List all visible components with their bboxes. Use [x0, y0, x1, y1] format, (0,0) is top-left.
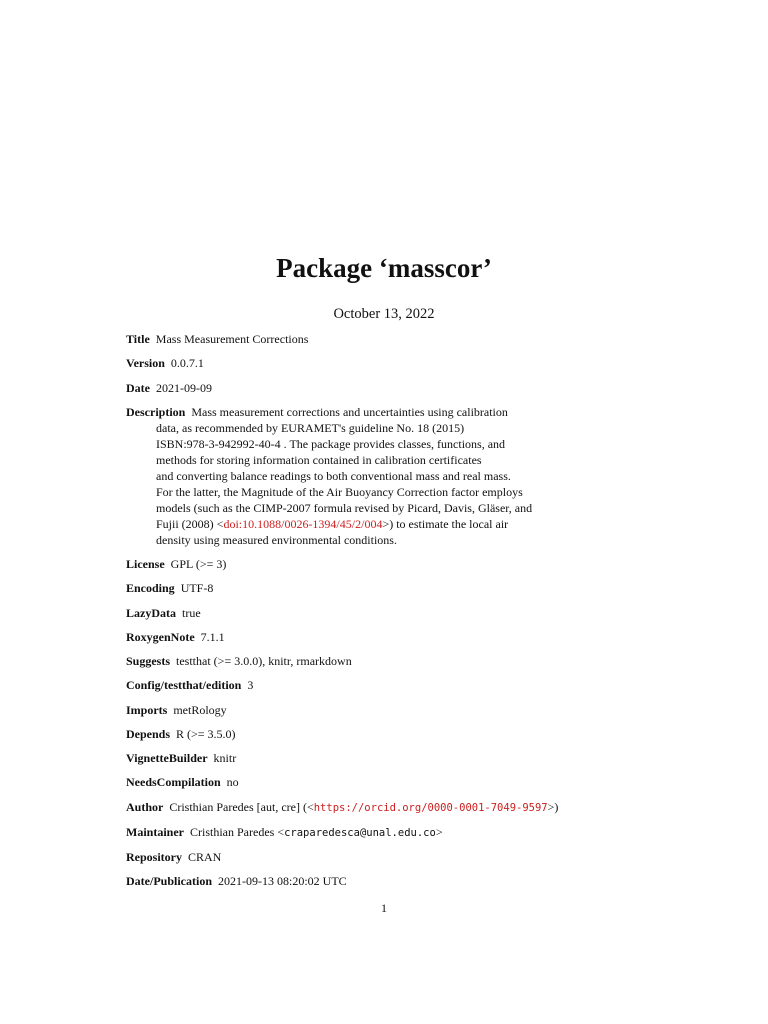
field-label: Title: [126, 332, 150, 346]
field-version: [126, 355, 566, 371]
description-line: Mass measurement corrections and uncertainties using calibration: [191, 404, 508, 419]
field-value: >: [435, 824, 443, 839]
field-label: Imports: [126, 702, 168, 717]
doi-link[interactable]: doi:10.1088/0026-1394/45/2/004: [223, 516, 383, 531]
field-value: 7.1.1: [200, 629, 225, 644]
description-line: methods for storing information contained in calibration certificates: [156, 452, 482, 467]
field-value: 2021-09-13 08:20:02 UTC: [218, 874, 347, 889]
field-depends: [126, 726, 566, 742]
field-value: >): [547, 799, 559, 814]
field-label: Maintainer: [126, 824, 184, 839]
description-line: and converting balance readings to both conventional mass and real mass.: [156, 468, 511, 483]
page-date: October 13, 2022: [333, 306, 435, 322]
field-label: Version: [126, 356, 165, 371]
field-label: Suggests: [126, 654, 171, 668]
field-value: R (>= 3.5.0): [176, 726, 236, 741]
field-label: Author: [126, 799, 164, 814]
page-number: 1: [381, 901, 387, 915]
page-title: Package ‘masscor’: [276, 253, 492, 283]
field-author: [126, 799, 566, 816]
description-line: density using measured environmental conditions.: [156, 532, 397, 547]
field-date-publication: [126, 873, 566, 889]
description-line: models (such as the CIMP-2007 formula revised by Picard, Davis, Gläser, and: [156, 500, 533, 515]
field-label: Repository: [126, 850, 182, 864]
field-license: [126, 556, 566, 572]
description-line: ISBN:978-3-942992-40-4 . The package provides classes, functions, and: [156, 436, 506, 451]
field-needscompilation: [126, 774, 566, 790]
field-lazydata: [126, 605, 566, 621]
field-value: 2021-09-09: [156, 380, 212, 395]
maintainer-email[interactable]: craparedesca@unal.edu.co: [284, 826, 436, 839]
field-label: Config/testthat/edition: [126, 678, 242, 693]
field-repository: [126, 849, 566, 865]
field-vignettebuilder: [126, 750, 566, 766]
field-imports: [126, 702, 566, 718]
orcid-link[interactable]: https://orcid.org/0000-0001-7049-9597: [313, 801, 548, 814]
description-line: data, as recommended by EURAMET's guideline No. 18 (2015): [156, 420, 465, 435]
field-value: true: [182, 605, 201, 620]
field-title: [126, 331, 566, 347]
field-value: UTF-8: [180, 581, 214, 596]
field-label: Date: [126, 380, 150, 395]
field-value: Cristhian Paredes <: [190, 824, 285, 839]
description-text: >) to estimate the local air: [382, 516, 509, 531]
field-label: Date/Publication: [126, 874, 212, 889]
field-description: [126, 404, 566, 548]
field-value: metRology: [173, 702, 227, 717]
field-value: CRAN: [188, 850, 222, 864]
field-label: Encoding: [126, 581, 175, 596]
field-suggests: [126, 653, 566, 669]
field-maintainer: [126, 824, 566, 841]
description-line: For the latter, the Magnitude of the Air Buoyancy Correction factor employs: [156, 484, 523, 499]
field-value: 0.0.7.1: [170, 356, 204, 371]
description-line: [156, 516, 566, 532]
field-encoding: [126, 580, 566, 596]
field-label: Depends: [126, 726, 171, 741]
field-roxygennote: [126, 629, 566, 645]
field-value: 3: [247, 678, 254, 693]
field-label: RoxygenNote: [126, 629, 195, 644]
field-label: NeedsCompilation: [126, 775, 221, 790]
field-value: knitr: [213, 751, 237, 765]
description-text: Fujii (2008) <: [156, 516, 224, 531]
field-value: Mass Measurement Corrections: [155, 332, 309, 346]
field-date: [126, 380, 566, 396]
field-label: License: [126, 557, 165, 571]
field-value: Cristhian Paredes [aut, cre] (<: [169, 799, 314, 814]
field-label: VignetteBuilder: [126, 751, 208, 765]
field-value: testthat (>= 3.0.0), knitr, rmarkdown: [176, 654, 352, 668]
field-config-testthat-edition: [126, 677, 566, 693]
field-value: GPL (>= 3): [170, 557, 227, 571]
field-value: no: [226, 775, 239, 790]
description-fields: [126, 331, 566, 898]
field-label: Description: [126, 404, 186, 419]
field-label: LazyData: [126, 605, 176, 620]
